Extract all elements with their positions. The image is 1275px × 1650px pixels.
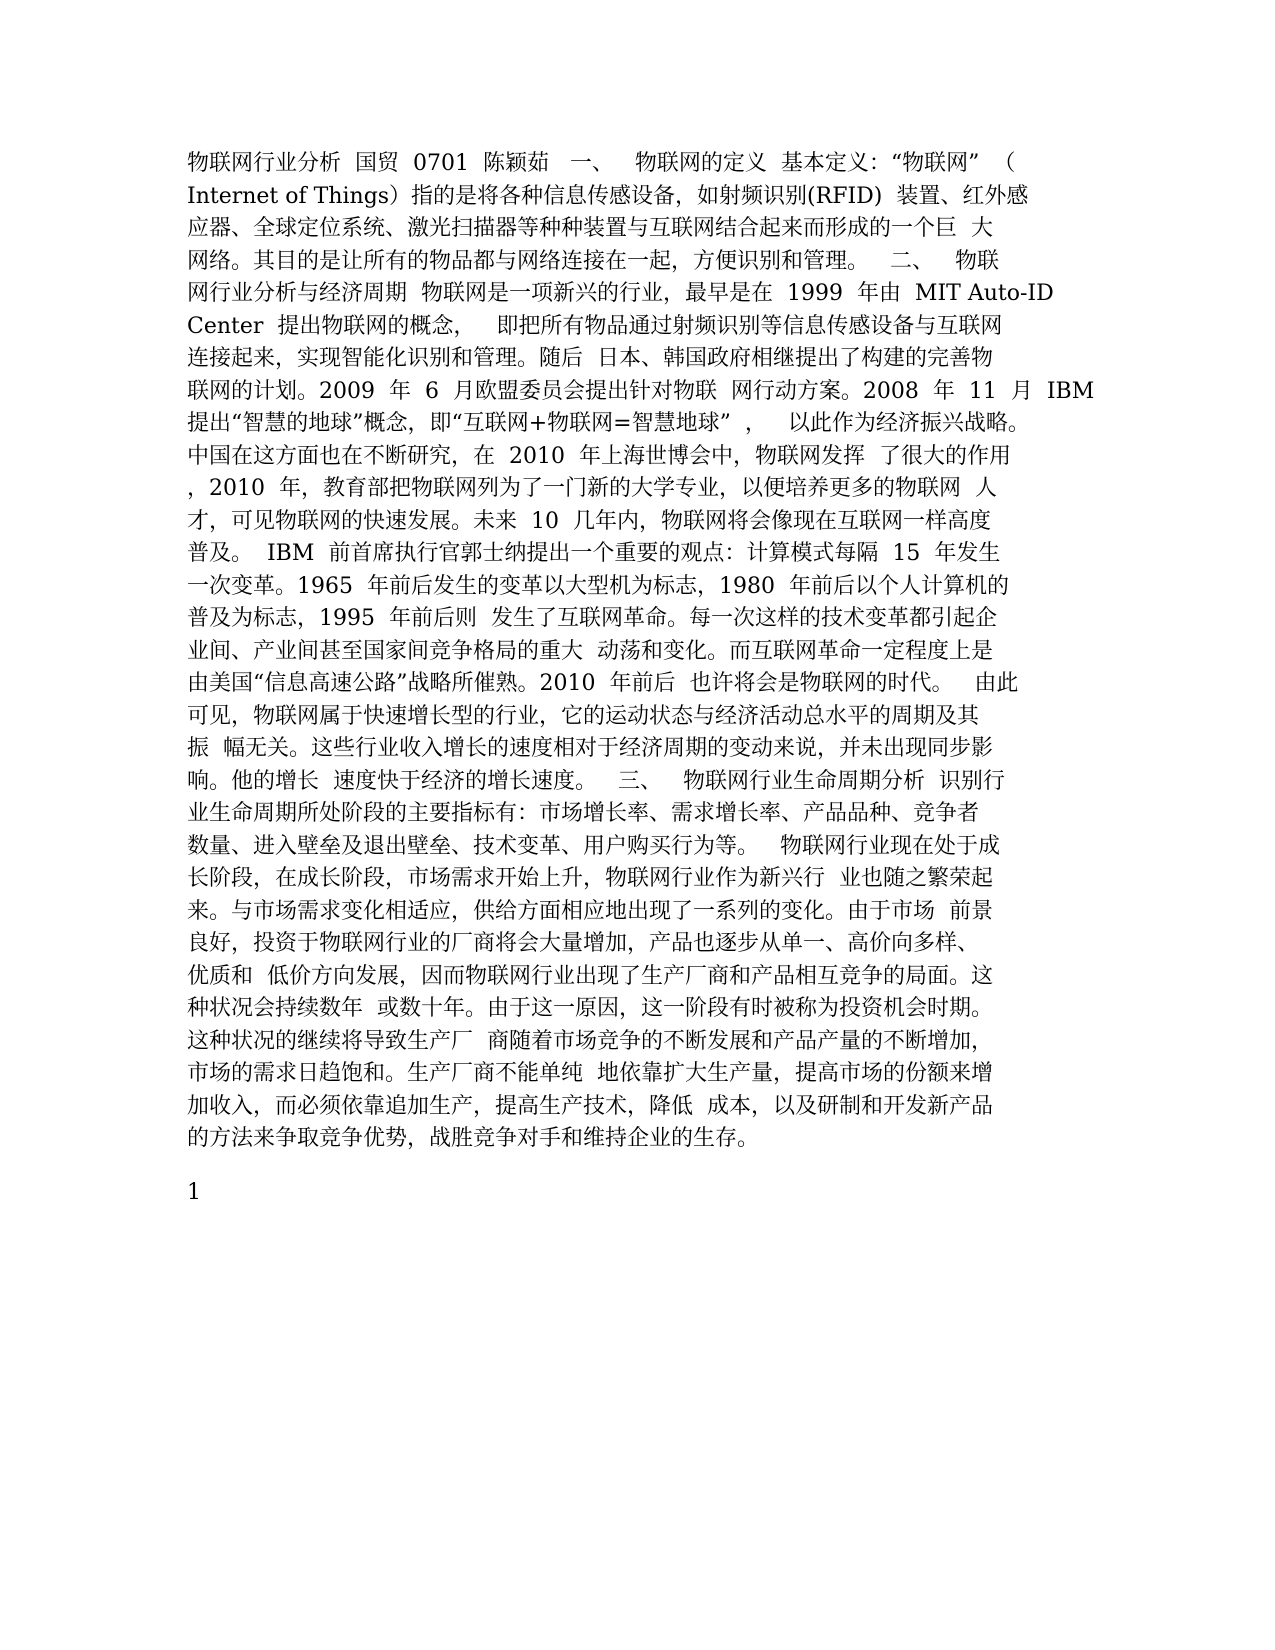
text-line: 普及为标志，1995 年前后则 发生了互联网革命。每一次这样的技术变革都引起企 xyxy=(187,606,997,631)
text-line: 连接起来，实现智能化识别和管理。随后 日本、韩国政府相继提出了构建的完善物 xyxy=(187,346,993,371)
page-number: 1 xyxy=(187,1180,201,1205)
text-line: 长阶段，在成长阶段，市场需求开始上升，物联网行业作为新兴行 业也随之繁荣起 xyxy=(187,866,993,891)
text-line: 数量、进入壁垒及退出壁垒、技术变革、用户购买行为等。 物联网行业现在处于成 xyxy=(187,833,1000,859)
text-line: 网络。其目的是让所有的物品都与网络连接在一起，方便识别和管理。 二、 物联 xyxy=(187,248,999,274)
text-line: 一次变革。1965 年前后发生的变革以大型机为标志，1980 年前后以个人计算机的 xyxy=(187,573,1009,599)
text-line: 由美国“信息高速公路”战略所催熟。2010 年前后 也许将会是物联网的时代。 由此 xyxy=(187,671,1019,696)
body-text xyxy=(187,148,1127,1156)
text-line: 种状况会持续数年 或数十年。由于这一原因，这一阶段有时被称为投资机会时期。 xyxy=(187,996,993,1021)
text-line: 可见，物联网属于快速增长型的行业，它的运动状态与经济活动总水平的周期及其 xyxy=(187,703,980,729)
text-line: 中国在这方面也在不断研究，在 2010 年上海世博会中，物联网发挥 了很大的作用 xyxy=(187,443,1011,469)
text-line: 良好，投资于物联网行业的厂商将会大量增加，产品也逐步从单一、高价向多样、 xyxy=(187,931,980,956)
text-line: 普及。 IBM 前首席执行官郭士纳提出一个重要的观点：计算模式每隔 15 年发生 xyxy=(187,541,1001,566)
text-line: 物联网行业分析 国贸 0701 陈颖茹 一、 物联网的定义 基本定义：“物联网” （ xyxy=(187,151,1016,176)
text-line: ，2010 年，教育部把物联网列为了一门新的大学专业，以便培养更多的物联网 人 xyxy=(187,476,997,501)
text-line: 联网的计划。2009 年 6 月欧盟委员会提出针对物联 网行动方案。2008 年 11 月 IBM xyxy=(187,378,1095,404)
text-line: 才，可见物联网的快速发展。未来 10 几年内，物联网将会像现在互联网一样高度 xyxy=(187,508,991,534)
text-line: 提出“智慧的地球”概念，即“互联网+物联网=智慧地球” ， 以此作为经济振兴战略。 xyxy=(187,411,1030,436)
text-line: 业间、产业间甚至国家间竞争格局的重大 动荡和变化。而互联网革命一定程度上是 xyxy=(187,638,993,664)
text-line: 这种状况的继续将导致生产厂 商随着市场竞争的不断发展和产品产量的不断增加， xyxy=(187,1028,993,1054)
text-line: 优质和 低价方向发展，因而物联网行业出现了生产厂商和产品相互竞争的局面。这 xyxy=(187,963,993,989)
text-line: 的方法来争取竞争优势，战胜竞争对手和维持企业的生存。 xyxy=(187,1126,760,1151)
text-line: 网行业分析与经济周期 物联网是一项新兴的行业，最早是在 1999 年由 MIT Auto-ID xyxy=(187,281,1054,306)
text-line: Internet of Things）指的是将各种信息传感设备，如射频识别(RFID) 装置、红外感 xyxy=(187,183,1029,209)
text-line: Center 提出物联网的概念， 即把所有物品通过射频识别等信息传感设备与互联网 xyxy=(187,313,1003,339)
text-line: 来。与市场需求变化相适应，供给方面相应地出现了一系列的变化。由于市场 前景 xyxy=(187,898,993,924)
text-line: 应器、全球定位系统、激光扫描器等种种装置与互联网结合起来而形成的一个巨 大 xyxy=(187,216,993,241)
text-line: 市场的需求日趋饱和。生产厂商不能单纯 地依靠扩大生产量，提高市场的份额来增 xyxy=(187,1061,993,1086)
text-line: 响。他的增长 速度快于经济的增长速度。 三、 物联网行业生命周期分析 识别行 xyxy=(187,768,1005,794)
text-line: 加收入，而必须依靠追加生产，提高生产技术，降低 成本，以及研制和开发新产品 xyxy=(187,1093,993,1119)
text-line: 振 幅无关。这些行业收入增长的速度相对于经济周期的变动来说，并未出现同步影 xyxy=(187,736,993,761)
text-line: 业生命周期所处阶段的主要指标有：市场增长率、需求增长率、产品品种、竞争者 xyxy=(187,801,980,826)
